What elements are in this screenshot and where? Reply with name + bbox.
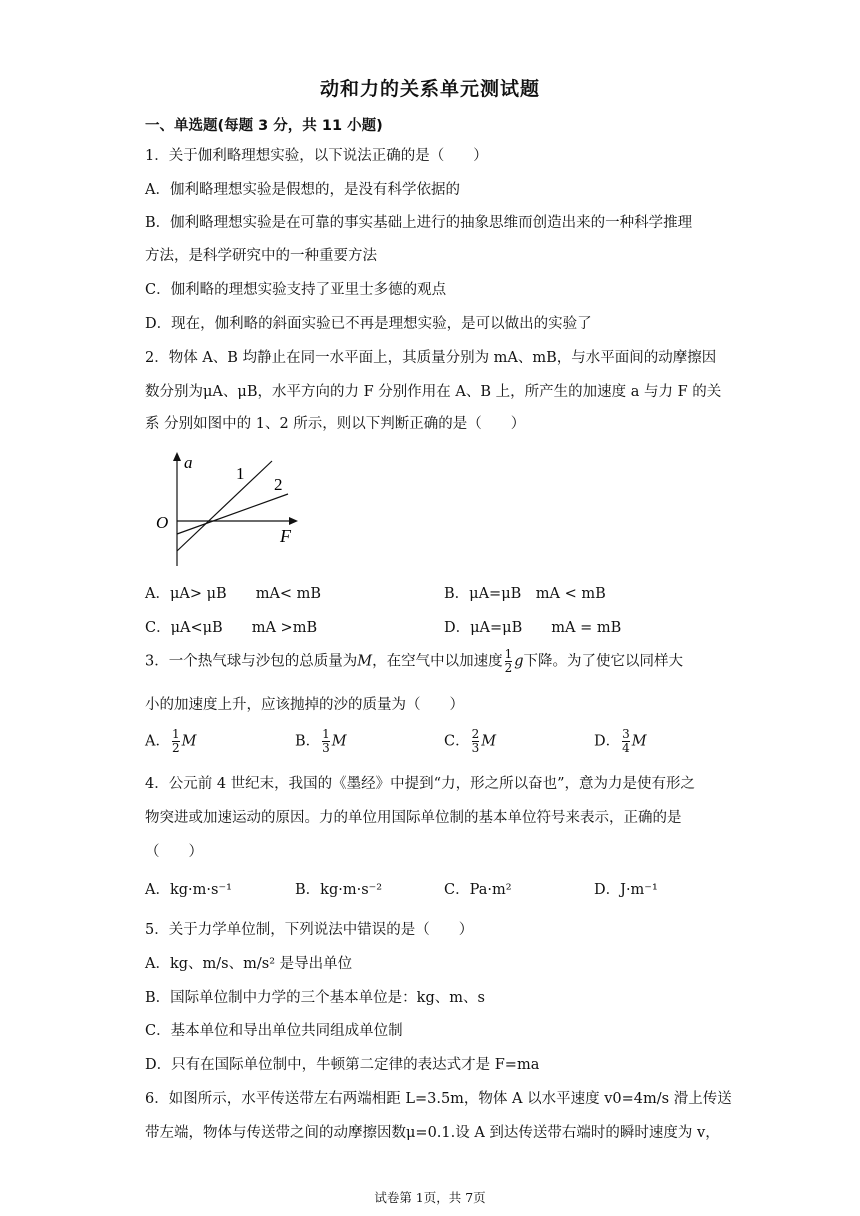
q2-option-a: A．μA> μB mA< mB: [145, 586, 322, 602]
q5-stem: 5．关于力学单位制，下列说法中错误的是（ ）: [145, 922, 474, 938]
x-axis-arrow: [289, 517, 298, 525]
line-2: [177, 494, 288, 534]
q4-stem-line1: 4．公元前 4 世纪末，我国的《墨经》中提到“力，形之所以奋也”，意为力是使有形之: [145, 776, 695, 792]
q2-stem-line1: 2．物体 A、B 均静止在同一水平面上，其质量分别为 mA、mB，与水平面间的动摩擦因: [145, 350, 717, 366]
q3-option-b: B． $\frac{1}{3}$ M: [295, 727, 347, 755]
q3-option-a: A． $\frac{1}{2}$ M: [145, 727, 197, 755]
q2-stem-line3: 系 分别如图中的 1、2 所示，则以下判断正确的是（ ）: [145, 416, 526, 432]
section-heading: 一、单选题(每题 3 分，共 11 小题): [145, 118, 383, 134]
q3-option-d: D． $\frac{3}{4}$ M: [594, 727, 647, 755]
q1-option-a: A．伽利略理想实验是假想的，是没有科学依据的: [145, 182, 460, 198]
page-title: 动和力的关系单元测试题: [319, 78, 540, 100]
q1-option-b-line1: B．伽利略理想实验是在可靠的事实基础上进行的抽象思维而创造出来的一种科学推理: [145, 215, 693, 231]
axis-label-a: a: [184, 453, 193, 472]
q3-stem-line2: 小的加速度上升，应该抛掉的沙的质量为（ ）: [145, 697, 464, 713]
page-footer: 试卷第 1页，共 7页: [374, 1190, 486, 1205]
q6-stem-line1: 6．如图所示，水平传送带左右两端相距 L=3.5m，物体 A 以水平速度 v0=4m/s 滑上传送: [145, 1091, 732, 1107]
q2-option-d: D．μA=μB mA = mB: [444, 620, 622, 636]
q4-option-d: D．J·m⁻¹: [594, 882, 658, 898]
line-label-1: 1: [236, 464, 245, 483]
q1-option-c: C．伽利略的理想实验支持了亚里士多德的观点: [145, 282, 447, 298]
q1-option-d: D．现在，伽利略的斜面实验已不再是理想实验，是可以做出的实验了: [145, 316, 592, 332]
q4-option-b: B．kg·m·s⁻²: [295, 882, 383, 898]
q4-option-a: A．kg·m·s⁻¹: [145, 882, 232, 898]
line-1: [177, 461, 272, 551]
q4-stem-line3: （ ）: [145, 844, 203, 860]
q2-option-b: B．μA=μB mA < mB: [444, 586, 606, 602]
q2-a-f-graph: [150, 448, 310, 570]
q5-option-a: A．kg、m/s、m/s² 是导出单位: [145, 956, 353, 972]
q4-stem-line2: 物突进或加速运动的原因。力的单位用国际单位制的基本单位符号来表示，正确的是: [145, 810, 682, 826]
q5-option-b: B．国际单位制中力学的三个基本单位是：kg、m、s: [145, 990, 485, 1006]
q2-option-c: C．μA<μB mA >mB: [145, 620, 318, 636]
q3-stem-line1: 3．一个热气球与沙包的总质量为M，在空气中以加速度 $\frac{1}{2}$ g下降。为了使它以同样大: [145, 647, 684, 675]
origin-label: O: [156, 513, 169, 532]
half-fraction: $\frac{1}{2}$: [504, 647, 513, 675]
q1-option-b-line2: 方法，是科学研究中的一种重要方法: [145, 248, 377, 264]
q5-option-d: D．只有在国际单位制中，牛顿第二定律的表达式才是 F=ma: [145, 1057, 540, 1073]
y-axis-arrow: [173, 452, 181, 461]
axis-label-f: F: [280, 526, 291, 546]
q2-stem-line2: 数分别为μA、μB，水平方向的力 F 分别作用在 A、B 上，所产生的加速度 a 与力 F 的关: [145, 384, 722, 400]
line-label-2: 2: [274, 475, 283, 494]
q5-option-c: C．基本单位和导出单位共同组成单位制: [145, 1023, 403, 1039]
q3-option-c: C． $\frac{2}{3}$ M: [444, 727, 497, 755]
q1-stem: 1．关于伽利略理想实验，以下说法正确的是（ ）: [145, 148, 488, 164]
q6-stem-line2: 带左端，物体与传送带之间的动摩擦因数μ=0.1.设 A 到达传送带右端时的瞬时速度为 v，: [145, 1125, 720, 1141]
q4-option-c: C．Pa·m²: [444, 882, 512, 898]
